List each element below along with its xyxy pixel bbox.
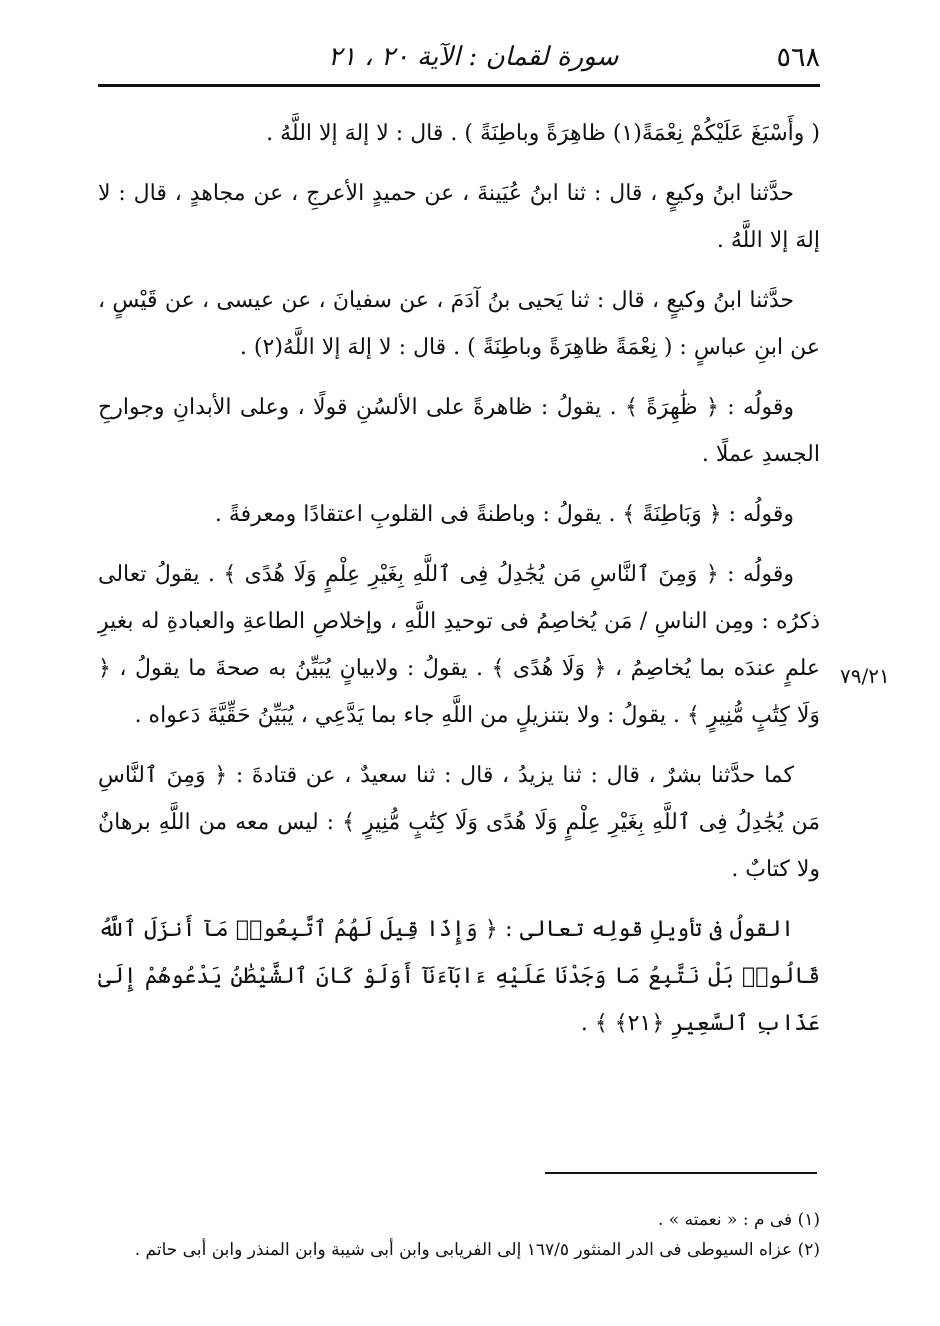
header-rule: [98, 84, 820, 87]
margin-reference: ٧٩/٢١: [840, 664, 890, 688]
paragraph-4: وقولُه : ﴿ ظَٰهِرَةً ﴾ . يقولُ : ظاهرةً على الألسُنِ قولًا ، وعلى الأبدانِ وجوارحِ الجسدِ عملًا .: [98, 395, 820, 467]
paragraph-1: ( وأَسْبَغَ عَلَيْكُمْ نِعْمَةً(١) ظاهِرَةً وباطِنَةً ) . قال : لا إلهَ إلا اللَّهُ .: [266, 121, 820, 146]
running-title: سورة لقمان : الآية ٢٠ ، ٢١: [328, 42, 619, 72]
page-header: [98, 38, 820, 88]
main-text: [98, 110, 820, 1060]
paragraph-3: حدَّثنا ابنُ وكيعٍ ، قال : ثنا يَحيى بنُ آدَمَ ، عن سفيانَ ، عن عيسى ، عن قَيْسٍ ، عن ابنِ عباسٍ : ( نِعْمَةً ظاهِرَةً وباطِنَةً ) . قال : لا إلهَ إلا اللَّهُ(٢) .: [98, 288, 820, 360]
paragraph-5: وقولُه : ﴿ وَبَاطِنَةً ﴾ . يقولُ : وباطنةً فى القلوبِ اعتقادًا ومعرفةً .: [214, 502, 794, 527]
paragraph-8: القولُ فى تأويلِ قولِه تعالى : ﴿ وَإِذَا قِيلَ لَهُمُ ٱتَّبِعُوا۟ مَآ أَنزَلَ ٱللَّهُ قَالُوا۟ بَلْ نَتَّبِعُ مَا وَجَدْنَا عَلَيْهِ ءَابَآءَنَآ أَوَلَوْ كَانَ ٱلشَّيْطَٰنُ يَدْعُوهُمْ إِلَىٰ عَذَابِ ٱلسَّعِيرِ ﴿٢١﴾ ﴾ .: [98, 917, 820, 1036]
footnote-1: (١) فى م : « نعمته » .: [658, 1210, 820, 1230]
paragraph-7: كما حدَّثنا بشرٌ ، قال : ثنا يزيدُ ، قال : ثنا سعيدٌ ، عن قتادةَ : ﴿ وَمِنَ ٱلنَّاسِ مَن يُجَٰدِلُ فِى ٱللَّهِ بِغَيْرِ عِلْمٍ وَلَا هُدًى وَلَا كِتَٰبٍ مُّنِيرٍ ﴾ : ليس معه من اللَّهِ برهانٌ ولا كتابٌ .: [98, 763, 820, 882]
footnotes: [98, 1205, 820, 1265]
paragraph-6: وقولُه : ﴿ وَمِنَ ٱلنَّاسِ مَن يُجَٰدِلُ فِى ٱللَّهِ بِغَيْرِ عِلْمٍ وَلَا هُدًى ﴾ . يقولُ تعالى ذكرُه : ومِن الناسِ / مَن يُخاصِمُ فى توحيدِ اللَّهِ ، وإخلاصِ الطاعةِ والعبادةِ له بغيرِ علمٍ عندَه بما يُخاصِمُ ، ﴿ وَلَا هُدًى ﴾ . يقولُ : ولابيانٍ يُبَيِّنُ به صحةَ ما يقولُ ، ﴿ وَلَا كِتَٰبٍ مُّنِيرٍ ﴾ . يقولُ : ولا بتنزيلٍ من اللَّهِ جاء بما يَدَّعِي ، يُبَيِّنُ حَقِّيَّةَ دَعواه .: [98, 562, 820, 728]
page-number: ٥٦٨: [776, 42, 820, 73]
paragraph-2: حدَّثنا ابنُ وكيعٍ ، قال : ثنا ابنُ عُيَينةَ ، عن حميدٍ الأعرجِ ، عن مجاهدٍ ، قال : لا إلهَ إلا اللَّهُ .: [98, 181, 820, 253]
footnote-rule: [545, 1172, 817, 1174]
footnote-2: (٢) عزاه السيوطى فى الدر المنثور ١٦٧/٥ إلى الفريابى وابن أبى شيبة وابن المنذر وابن أبى حاتم .: [134, 1240, 820, 1260]
